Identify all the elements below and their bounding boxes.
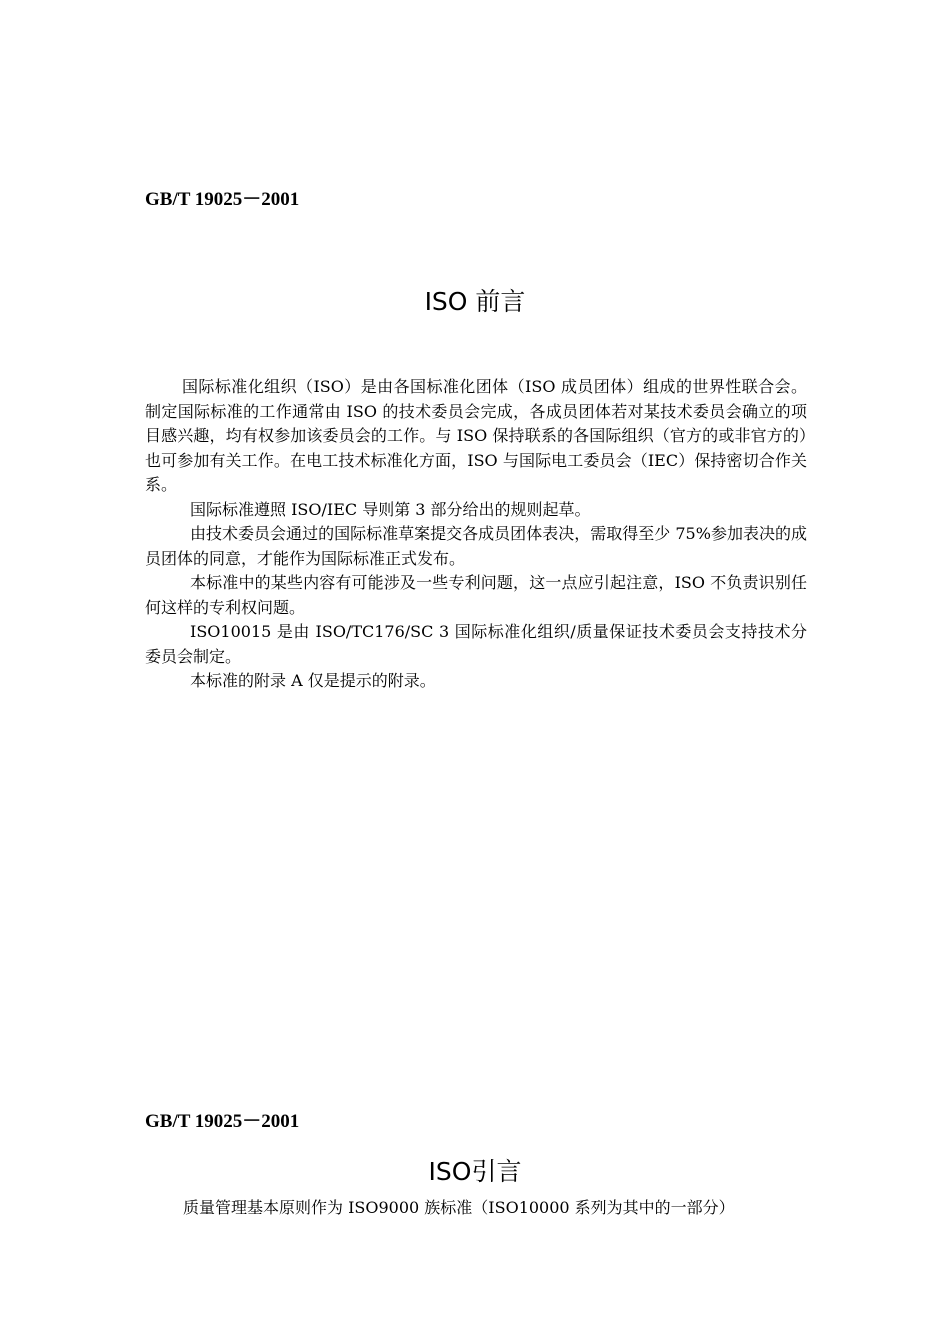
- foreword-paragraph: 本标准的附录 A 仅是提示的附录。: [190, 671, 436, 690]
- introduction-title: ISO引言: [428, 1157, 522, 1186]
- foreword-title: ISO 前言: [424, 287, 526, 316]
- foreword-paragraph: ISO10015 是由 ISO/TC176/SC 3 国际标准化组织/质量保证技术委员会支持技术分委员会制定。: [145, 622, 807, 666]
- foreword-paragraph: 本标准中的某些内容有可能涉及一些专利问题，这一点应引起注意，ISO 不负责识别任何这样的专利权问题。: [145, 573, 807, 617]
- standard-code: GB/T 19025－2001: [145, 189, 300, 210]
- foreword-body: [145, 375, 807, 694]
- standard-code: GB/T 19025－2001: [145, 1111, 300, 1132]
- foreword-paragraph: 国际标准遵照 ISO/IEC 导则第 3 部分给出的规则起草。: [190, 499, 591, 519]
- foreword-paragraph: 国际标准化组织（ISO）是由各国标准化团体（ISO 成员团体）组成的世界性联合会。制定国际标准的工作通常由 ISO 的技术委员会完成，各成员团体若对某技术委员会确立的项目感兴趣，均有权参加该委员会的工作。与 ISO 保持联系的各国际组织（官方的或非官方的）也可参加有关工作。在电工技术标准化方面，ISO 与国际电工委员会（IEC）保持密切合作关系。: [145, 377, 807, 494]
- introduction-first-line: 质量管理基本原则作为 ISO9000 族标准（ISO10000 系列为其中的一部分）: [183, 1198, 735, 1217]
- foreword-paragraph: 由技术委员会通过的国际标准草案提交各成员团体表决，需取得至少 75%参加表决的成员团体的同意，才能作为国际标准正式发布。: [145, 524, 807, 568]
